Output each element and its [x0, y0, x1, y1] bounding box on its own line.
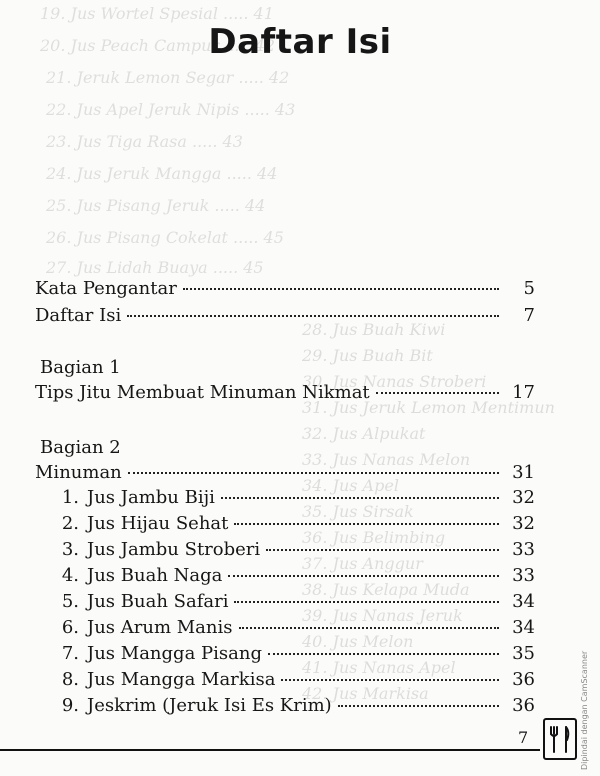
show-through-line: 19. Jus Wortel Spesial ..... 41 [40, 4, 274, 23]
show-through-line: 41. Jus Nanas Apel [302, 658, 456, 677]
show-through-line: 42. Jus Markisa [302, 684, 429, 703]
toc-item-number: 5. [61, 591, 79, 612]
show-through-line: 35. Jus Sirsak [302, 502, 414, 521]
toc-item [57, 539, 535, 563]
footer-rule [0, 749, 540, 751]
show-through-line: 27. Jus Lidah Buaya ..... 45 [46, 258, 264, 277]
toc-entry-page: 17 [512, 382, 535, 403]
show-through-line: 36. Jus Belimbing [302, 528, 446, 547]
toc-item-page: 36 [512, 669, 535, 690]
toc-entry-bagian-2 [35, 462, 535, 486]
toc-item-label: Jus Jambu Biji [87, 487, 215, 508]
toc-entry-bagian-1 [35, 382, 535, 406]
toc-item [57, 643, 535, 667]
toc-entry-label: Kata Pengantar [35, 278, 177, 299]
toc-item [57, 669, 535, 693]
dot-leader [228, 575, 499, 577]
dot-leader [268, 653, 499, 655]
fork-knife-icon [543, 718, 577, 760]
toc-item-number: 4. [61, 565, 79, 586]
toc-item-page: 33 [512, 539, 535, 560]
dot-leader [234, 523, 499, 525]
toc-item-page: 34 [512, 617, 535, 638]
page-number: 7 [518, 728, 529, 747]
toc-item-page: 33 [512, 565, 535, 586]
show-through-line: 34. Jus Apel [302, 476, 399, 495]
toc-entry-page: 5 [523, 278, 535, 299]
toc-item [57, 695, 535, 719]
dot-leader [221, 497, 499, 499]
dot-leader [127, 315, 499, 317]
toc-item [57, 565, 535, 589]
show-through-line: 24. Jus Jeruk Mangga ..... 44 [46, 164, 278, 183]
toc-entry-label: Daftar Isi [35, 305, 122, 326]
show-through-line: 30. Jus Nanas Stroberi [302, 372, 487, 391]
toc-item-label: Jus Mangga Markisa [87, 669, 276, 690]
show-through-line: 37. Jus Anggur [302, 554, 423, 573]
toc-item-number: 3. [61, 539, 79, 560]
toc-item-page: 36 [512, 695, 535, 716]
toc-item-label: Jeskrim (Jeruk Isi Es Krim) [87, 695, 332, 716]
toc-item-label: Jus Arum Manis [87, 617, 233, 638]
show-through-line: 26. Jus Pisang Cokelat ..... 45 [46, 228, 284, 247]
toc-item-number: 7. [61, 643, 79, 664]
toc-item-page: 32 [512, 487, 535, 508]
show-through-line: 29. Jus Buah Bit [302, 346, 433, 365]
show-through-line: 40. Jus Melon [302, 632, 414, 651]
dot-leader [183, 288, 499, 290]
dot-leader [376, 392, 499, 394]
toc-item-number: 8. [61, 669, 79, 690]
dot-leader [234, 601, 499, 603]
show-through-line: 21. Jeruk Lemon Segar ..... 42 [46, 68, 290, 87]
toc-item-number: 9. [61, 695, 79, 716]
toc-item [57, 513, 535, 537]
show-through-line: 25. Jus Pisang Jeruk ..... 44 [46, 196, 266, 215]
dot-leader [239, 627, 499, 629]
show-through-line: 32. Jus Alpukat [302, 424, 426, 443]
toc-entry-label: Minuman [35, 462, 122, 483]
show-through-line: 38. Jus Kelapa Muda [302, 580, 470, 599]
toc-item-page: 34 [512, 591, 535, 612]
toc-item-label: Jus Jambu Stroberi [87, 539, 261, 560]
toc-item-page: 32 [512, 513, 535, 534]
show-through-line: 20. Jus Peach Campur ..... 42 [40, 36, 276, 55]
show-through-line: 33. Jus Nanas Melon [302, 450, 471, 469]
scanner-watermark: Dipindai dengan CamScanner [580, 650, 589, 770]
toc-item-label: Jus Buah Safari [87, 591, 229, 612]
toc-item-label: Jus Mangga Pisang [87, 643, 262, 664]
section-heading-bagian-1: Bagian 1 [40, 357, 121, 378]
toc-item [57, 617, 535, 641]
dot-leader [266, 549, 499, 551]
show-through-line: 39. Jus Nanas Jeruk [302, 606, 463, 625]
toc-item-label: Jus Hijau Sehat [87, 513, 229, 534]
toc-entry-label: Tips Jitu Membuat Minuman Nikmat [35, 382, 370, 403]
toc-entry-daftar-isi [35, 305, 535, 329]
toc-entry-kata-pengantar [35, 278, 535, 302]
toc-item-number: 1. [61, 487, 79, 508]
show-through-line: 31. Jus Jeruk Lemon Mentimun [302, 398, 555, 417]
toc-item-page: 35 [512, 643, 535, 664]
dot-leader [128, 472, 499, 474]
toc-entry-page: 31 [512, 462, 535, 483]
dot-leader [281, 679, 499, 681]
toc-item [57, 591, 535, 615]
section-heading-bagian-2: Bagian 2 [40, 437, 121, 458]
dot-leader [338, 705, 499, 707]
toc-item-number: 6. [61, 617, 79, 638]
toc-entry-page: 7 [523, 305, 535, 326]
show-through-line: 22. Jus Apel Jeruk Nipis ..... 43 [46, 100, 296, 119]
toc-item [57, 487, 535, 511]
toc-item-label: Jus Buah Naga [87, 565, 223, 586]
show-through-line: 28. Jus Buah Kiwi [302, 320, 446, 339]
page-title: Daftar Isi [208, 22, 392, 62]
toc-item-number: 2. [61, 513, 79, 534]
show-through-line: 23. Jus Tiga Rasa ..... 43 [46, 132, 243, 151]
